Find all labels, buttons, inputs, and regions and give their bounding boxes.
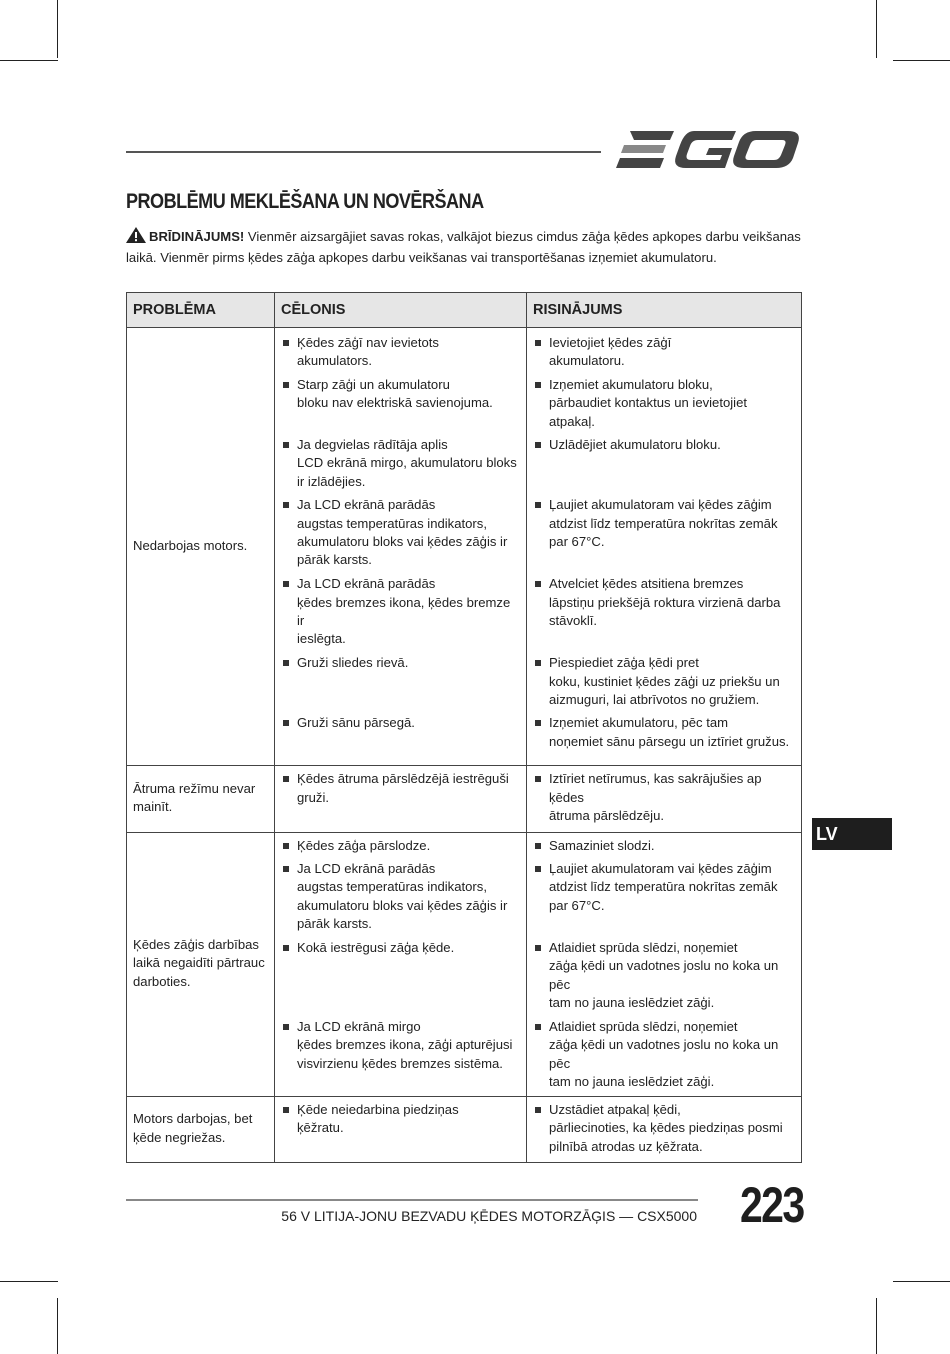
solution-text-line: Atlaidiet sprūda slēdzi, noņemiet xyxy=(549,940,738,956)
bullet-square-icon xyxy=(283,382,289,388)
cause-text-line: bloku nav elektriskā savienojuma. xyxy=(297,395,493,411)
solution-item xyxy=(533,1018,795,1092)
bullet-square-icon xyxy=(283,502,289,508)
cause-cell xyxy=(275,328,527,766)
cause-item xyxy=(281,939,520,1013)
bullet-square-icon xyxy=(283,1024,289,1030)
cause-item xyxy=(281,770,520,825)
cause-text-line: akumulatoru bloks vai ķēdes zāģis ir xyxy=(297,897,508,913)
problem-cell: Nedarbojas motors. xyxy=(127,328,275,766)
solution-item xyxy=(533,939,795,1013)
solution-item xyxy=(533,376,795,431)
bullet-square-icon xyxy=(535,776,541,782)
bullet-square-icon xyxy=(535,1024,541,1030)
crop-mark xyxy=(57,1298,58,1354)
bullet-square-icon xyxy=(535,502,541,508)
bullet-square-icon xyxy=(535,382,541,388)
bullet-square-icon xyxy=(283,340,289,346)
bullet-square-icon xyxy=(535,720,541,726)
bullet-square-icon xyxy=(283,945,289,951)
solution-text-line: Ievietojiet ķēdes zāģī xyxy=(549,335,672,350)
cause-text-line: Ja degvielas rādītāja aplis xyxy=(297,437,448,452)
cause-text-line: pārāk karsts. xyxy=(297,552,372,568)
cause-item xyxy=(281,575,520,649)
bullet-square-icon xyxy=(535,581,541,587)
bullet-square-icon xyxy=(535,442,541,448)
solution-text-line: aizmuguri, lai atbrīvotos no gružiem. xyxy=(549,692,760,708)
solution-text-line: Izņemiet akumulatoru bloku, xyxy=(549,377,713,392)
solution-text-line: Ļaujiet akumulatoram vai ķēdes zāģim xyxy=(549,861,772,877)
table-header-row xyxy=(127,293,802,328)
crop-mark xyxy=(876,1298,877,1354)
warning-paragraph xyxy=(126,227,801,267)
solution-text-line: ātruma pārslēdzēju. xyxy=(549,808,664,824)
solution-text-line: stāvoklī. xyxy=(549,613,598,629)
solution-text-line: tam no jauna ieslēdziet zāģi. xyxy=(549,1074,715,1090)
warning-triangle-icon xyxy=(126,227,146,249)
crop-mark xyxy=(893,60,950,61)
table-row xyxy=(127,328,802,766)
bullet-square-icon xyxy=(283,720,289,726)
cause-item xyxy=(281,1018,520,1092)
cause-text-line: Ja LCD ekrānā mirgo xyxy=(297,1019,421,1035)
cause-text-line: visvirzienu ķēdes bremzes sistēma. xyxy=(297,1055,503,1071)
cause-text-line: ir izlādējies. xyxy=(297,473,366,489)
warning-label: BRĪDINĀJUMS! xyxy=(149,229,245,244)
cause-text-line: Ja LCD ekrānā parādās xyxy=(297,576,436,592)
solution-item xyxy=(533,575,795,649)
bullet-square-icon xyxy=(535,660,541,666)
cause-text-line: pārāk karsts. xyxy=(297,916,372,932)
solution-text-line: atdzist līdz temperatūra nokrītas zemāk xyxy=(549,879,778,895)
table-row xyxy=(127,766,802,832)
bullet-square-icon xyxy=(283,843,289,849)
cause-text-line: Gruži sānu pārsegā. xyxy=(297,715,415,731)
solution-text-line: pārliecinoties, ka ķēdes piedziņas posmi xyxy=(549,1120,783,1136)
solution-text-line: pilnībā atrodas uz ķēžrata. xyxy=(549,1138,703,1154)
solution-text-line: pārbaudiet kontaktus un ievietojiet atpakaļ. xyxy=(549,395,747,429)
crop-mark xyxy=(893,1281,950,1282)
cause-item xyxy=(281,376,520,431)
table-row xyxy=(127,1097,802,1163)
header-rule xyxy=(126,151,601,153)
solution-item xyxy=(533,436,795,491)
cause-text-line: gruži. xyxy=(297,789,330,805)
cause-item xyxy=(281,334,520,371)
solution-item xyxy=(533,496,795,570)
cause-item xyxy=(281,837,520,855)
table-row xyxy=(127,832,802,1096)
cause-text-line: Ķēde neiedarbina piedziņas xyxy=(297,1102,459,1118)
cause-text-line: ķēžratu. xyxy=(297,1120,344,1136)
bullet-square-icon xyxy=(535,1107,541,1113)
cause-cell xyxy=(275,832,527,1096)
crop-mark xyxy=(57,0,58,58)
bullet-square-icon xyxy=(283,776,289,782)
bullet-square-icon xyxy=(535,843,541,849)
footer-product-name: 56 V LITIJA-JONU BEZVADU ĶĒDES MOTORZĀĢIS — CSX5000 xyxy=(281,1208,697,1224)
cause-text-line: Ķēdes ātruma pārslēdzējā iestrēguši xyxy=(297,771,509,787)
crop-mark xyxy=(0,1281,58,1282)
solution-item xyxy=(533,1101,795,1156)
page-number: 223 xyxy=(740,1177,804,1233)
bullet-square-icon xyxy=(283,442,289,448)
solution-text-line: Piespiediet zāģa ķēdi pret xyxy=(549,655,699,671)
solution-text-line: Uzlādējiet akumulatoru bloku. xyxy=(549,437,721,453)
solution-cell xyxy=(527,766,802,832)
solution-cell xyxy=(527,832,802,1096)
solution-text-line: par 67°C. xyxy=(549,534,605,550)
ego-logo xyxy=(616,128,800,172)
problem-cell: Ātruma režīmu nevar mainīt. xyxy=(127,766,275,832)
header-problem: PROBLĒMA xyxy=(127,293,275,328)
cause-cell xyxy=(275,1097,527,1163)
solution-text-line: Izņemiet akumulatoru, pēc tam xyxy=(549,715,729,731)
bullet-square-icon xyxy=(283,581,289,587)
cause-item xyxy=(281,714,520,751)
bullet-square-icon xyxy=(283,1107,289,1113)
cause-text-line: akumulatoru bloks vai ķēdes zāģis ir xyxy=(297,534,508,550)
crop-mark xyxy=(0,60,58,61)
solution-text-line: koku, kustiniet ķēdes zāģi uz priekšu un xyxy=(549,673,780,689)
cause-text-line: akumulators. xyxy=(297,353,372,369)
solution-text-line: tam no jauna ieslēdziet zāģi. xyxy=(549,995,715,1011)
warning-text: Vienmēr aizsargājiet savas rokas, valkājot biezus cimdus zāģa ķēdes apkopes darbu veikšanas laikā. Vienmēr pirms ķēdes zāģa apkopes darbu veikšanas vai transportēšanas izņemiet akumulatoru. xyxy=(126,229,801,265)
cause-cell xyxy=(275,766,527,832)
cause-text-line: augstas temperatūras indikators, xyxy=(297,515,487,531)
cause-text-line: Starp zāģi un akumulatoru xyxy=(297,377,450,392)
solution-text-line: Iztīriet netīrumus, kas sakrājušies ap ķēdes xyxy=(549,771,762,805)
solution-text-line: atdzist līdz temperatūra nokrītas zemāk xyxy=(549,515,778,531)
solution-cell xyxy=(527,1097,802,1163)
cause-text-line: Ķēdes zāģī nav ievietots xyxy=(297,335,439,350)
cause-item xyxy=(281,654,520,709)
language-tab: LV xyxy=(812,818,892,850)
bullet-square-icon xyxy=(283,660,289,666)
cause-text-line: Kokā iestrēgusi zāģa ķēde. xyxy=(297,940,455,956)
solution-text-line: Uzstādiet atpakaļ ķēdi, xyxy=(549,1102,681,1118)
cause-text-line: ķēdes bremzes ikona, zāģi apturējusi xyxy=(297,1037,513,1053)
cause-text-line: Ja LCD ekrānā parādās xyxy=(297,497,436,513)
bullet-square-icon xyxy=(283,866,289,872)
solution-text-line: Samaziniet slodzi. xyxy=(549,837,655,853)
cause-item xyxy=(281,496,520,570)
solution-item xyxy=(533,334,795,371)
bullet-square-icon xyxy=(535,340,541,346)
bullet-square-icon xyxy=(535,866,541,872)
cause-text-line: Ķēdes zāģa pārslodze. xyxy=(297,837,431,853)
solution-item xyxy=(533,654,795,709)
solution-text-line: noņemiet sānu pārsegu un iztīriet gružus. xyxy=(549,733,790,749)
header-solution: RISINĀJUMS xyxy=(527,293,802,328)
bullet-square-icon xyxy=(535,945,541,951)
cause-text-line: ieslēgta. xyxy=(297,631,346,647)
solution-cell xyxy=(527,328,802,766)
solution-item xyxy=(533,860,795,934)
solution-text-line: Atvelciet ķēdes atsitiena bremzes xyxy=(549,576,744,592)
solution-text-line: par 67°C. xyxy=(549,897,605,913)
solution-text-line: lāpstiņu priekšējā roktura virzienā darba xyxy=(549,594,781,610)
cause-item xyxy=(281,860,520,934)
cause-text-line: Gruži sliedes rievā. xyxy=(297,655,409,671)
crop-mark xyxy=(876,0,877,58)
solution-item xyxy=(533,837,795,855)
solution-item xyxy=(533,770,795,825)
cause-item xyxy=(281,1101,520,1156)
problem-cell: Motors darbojas, bet ķēde negriežas. xyxy=(127,1097,275,1163)
troubleshooting-table xyxy=(126,292,802,1163)
cause-text-line: LCD ekrānā mirgo, akumulatoru bloks xyxy=(297,455,517,471)
cause-text-line: Ja LCD ekrānā parādās xyxy=(297,861,436,877)
solution-text-line: zāģa ķēdi un vadotnes joslu no koka un pēc xyxy=(549,1037,779,1071)
solution-text-line: Atlaidiet sprūda slēdzi, noņemiet xyxy=(549,1019,738,1035)
header-cause: CĒLONIS xyxy=(275,293,527,328)
section-title: PROBLĒMU MEKLĒŠANA UN NOVĒRŠANA xyxy=(126,190,484,213)
problem-cell: Ķēdes zāģis darbības laikā negaidīti pārtrauc darboties. xyxy=(127,832,275,1096)
cause-text-line: augstas temperatūras indikators, xyxy=(297,879,487,895)
cause-item xyxy=(281,436,520,491)
solution-text-line: akumulatoru. xyxy=(549,353,625,369)
solution-item xyxy=(533,714,795,751)
solution-text-line: Ļaujiet akumulatoram vai ķēdes zāģim xyxy=(549,497,772,513)
cause-text-line: ķēdes bremzes ikona, ķēdes bremze ir xyxy=(297,594,511,629)
solution-text-line: zāģa ķēdi un vadotnes joslu no koka un pēc xyxy=(549,958,779,992)
footer-rule xyxy=(126,1199,698,1201)
